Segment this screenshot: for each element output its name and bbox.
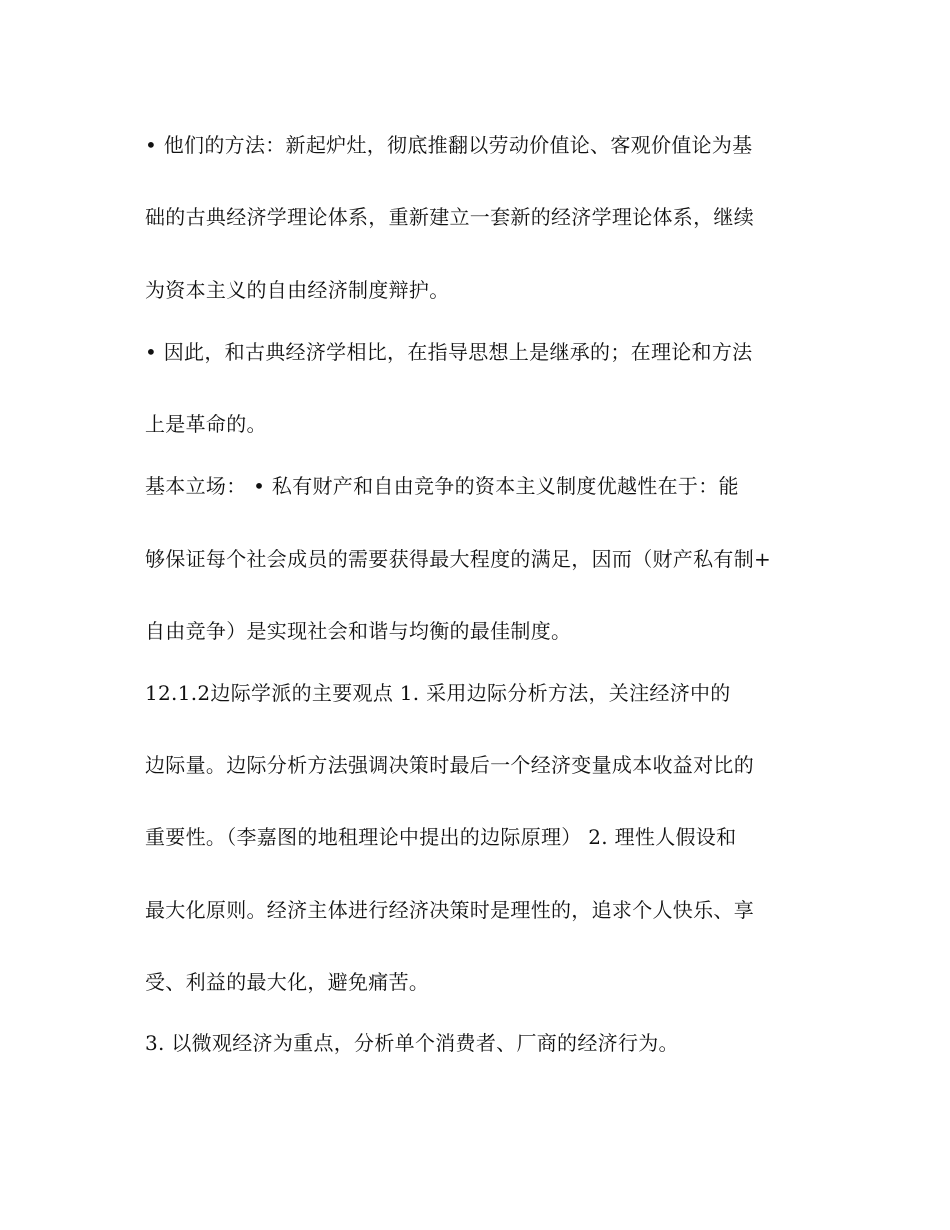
text-line: 受、利益的最大化，避免痛苦。 — [145, 970, 430, 994]
text-line: 重要性。（李嘉图的地租理论中提出的边际原理） 2. 理性人假设和 — [145, 825, 737, 849]
text-line: 础的古典经济学理论体系，重新建立一套新的经济学理论体系，继续 — [145, 205, 754, 229]
text-line: 上是革命的。 — [145, 412, 267, 436]
text-line: 3. 以微观经济为重点，分析单个消费者、厂商的经济行为。 — [145, 1031, 679, 1055]
text-line: • 他们的方法：新起炉灶，彻底推翻以劳动价值论、客观价值论为基 — [145, 133, 753, 157]
text-line: • 因此，和古典经济学相比，在指导思想上是继承的；在理论和方法 — [145, 340, 753, 364]
text-line: 自由竞争）是实现社会和谐与均衡的最佳制度。 — [145, 619, 572, 643]
text-line: 为资本主义的自由经济制度辩护。 — [145, 278, 450, 302]
text-line: 够保证每个社会成员的需要获得最大程度的满足，因而（财产私有制+ — [145, 547, 772, 571]
text-line: 12.1.2边际学派的主要观点 1. 采用边际分析方法，关注经济中的 — [145, 681, 731, 705]
text-line: 最大化原则。经济主体进行经济决策时是理性的，追求个人快乐、享 — [145, 898, 754, 922]
text-line: 基本立场： • 私有财产和自由竞争的资本主义制度优越性在于：能 — [145, 474, 739, 498]
text-line: 边际量。边际分析方法强调决策时最后一个经济变量成本收益对比的 — [145, 753, 754, 777]
